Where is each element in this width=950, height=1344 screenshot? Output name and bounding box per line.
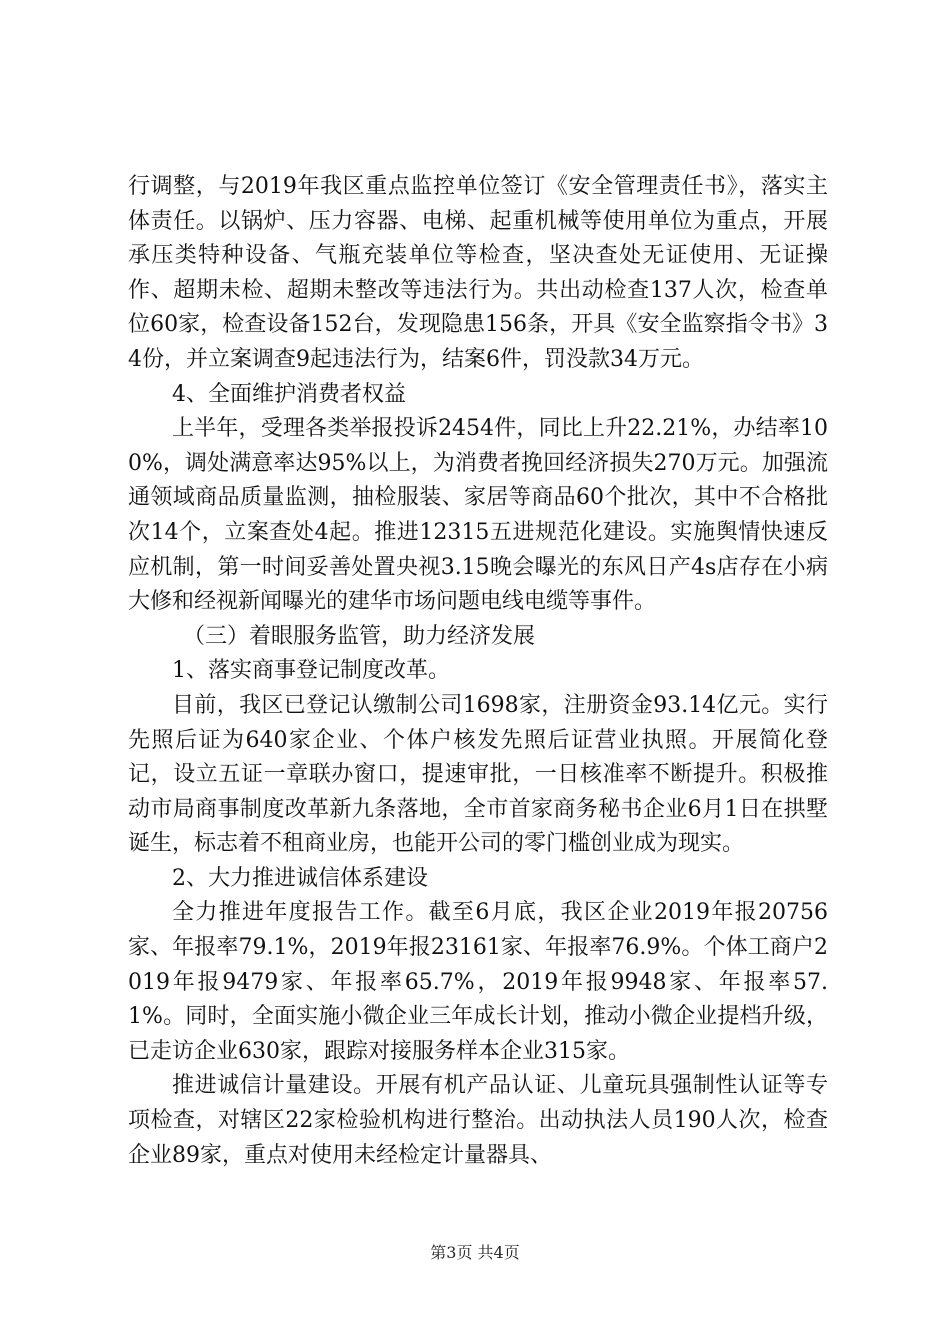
paragraph-metrology: 推进诚信计量建设。开展有机产品认证、儿童玩具强制性认证等专项检查，对辖区22家检验机构进行整治。出动执法人员190人次，检查企业89家，重点对使用未经检定计量器具、 [128, 1073, 828, 1168]
paragraph-consumer-complaints: 上半年，受理各类举报投诉2454件，同比上升22.21%，办结率100%，调处满意率达95%以上，为消费者挽回经济损失270万元。加强流通领域商品质量监测，抽检服装、家居等商品60个批次，其中不合格批次14个，立案查处4起。推进12315五进规范化建设。实施舆情快速反应机制，第一时间妥善处置央视3.15晚会曝光的东风日产4s店存在小病大修和经视新闻曝光的建华市场问题电线电缆等事件。 [128, 416, 828, 615]
paragraph-special-equipment: 行调整，与2019年我区重点监控单位签订《安全管理责任书》，落实主体责任。以锅炉、压力容器、电梯、起重机械等使用单位为重点，开展承压类特种设备、气瓶充装单位等检查，坚决查处无证使用、无证操作、超期未检、超期未整改等违法行为。共出动检查137人次，检查单位60家，检查设备152台，发现隐患156条，开具《安全监察指令书》34份，并立案调查9起违法行为，结案6件，罚没款34万元。 [128, 174, 828, 372]
heading-commercial-registration: 1、落实商事登记制度改革。 [172, 658, 450, 684]
heading-credit-system: 2、大力推进诚信体系建设 [172, 865, 428, 891]
heading-section-three: （三）着眼服务监管，助力经济发展 [183, 623, 536, 649]
paragraph-registration-reform: 目前，我区已登记认缴制公司1698家，注册资金93.14亿元。实行先照后证为640家企业、个体户核发先照后证营业执照。开展简化登记，设立五证一章联办窗口，提速审批，一日核准率不断提升。积极推动市局商事制度改革新九条落地，全市首家商务秘书企业6月1日在拱墅诞生，标志着不租商业房，也能开公司的零门槛创业成为现实。 [128, 692, 828, 857]
heading-consumer-rights: 4、全面维护消费者权益 [172, 381, 406, 407]
paragraph-annual-reports: 全力推进年度报告工作。截至6月底，我区企业2019年报20756家、年报率79.1%，2019年报23161家、年报率76.9%。个体工商户2019年报9479家、年报率65.7%，2019年报9948家、年报率57.1%。同时，全面实施小微企业三年成长计划，推动小微企业提档升级，已走访企业630家，跟踪对接服务样本企业315家。 [128, 900, 828, 1064]
page-number-footer: 第3页 共4页 [430, 1243, 520, 1262]
document-body [128, 170, 828, 1173]
